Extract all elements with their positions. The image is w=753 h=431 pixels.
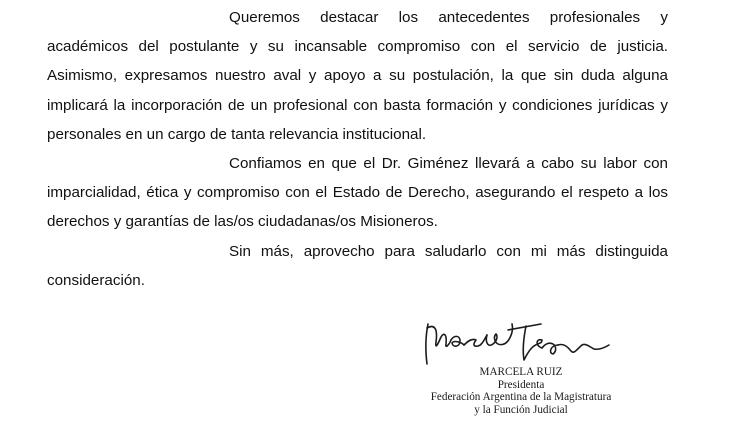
signature-block [428, 366, 614, 416]
signer-name: MARCELA RUIZ [479, 366, 563, 378]
handwritten-signature [418, 318, 614, 370]
paragraph-saludo: Sin más, aprovecho para saludarlo con mi más distinguida consideración. [47, 242, 668, 289]
signer-role: Presidenta [497, 378, 545, 391]
paragraph-confianza: Confiamos en que el Dr. Giménez llevará a cabo su labor con imparcialidad, ética y compromiso con el Estado de Derecho, asegurando el respeto a los derechos y garantías de las/os ciudadanas/os Misioneros. [47, 155, 668, 231]
organization-line-2: y la Función Judicial [474, 403, 568, 416]
letter-body [47, 3, 668, 295]
paragraph-antecedentes: Queremos destacar los antecedentes profesionales y académicos del postulante y su incansable compromiso con el servicio de justicia. Asimismo, expresamos nuestro aval y apoyo a su postulación, la que sin duda alguna implicará la incorporación de un profesional con basta formación y condiciones jurídicas y personales en un cargo de tanta relevancia institucional. [47, 9, 668, 143]
organization-line-1: Federación Argentina de la Magistratura [430, 391, 612, 404]
